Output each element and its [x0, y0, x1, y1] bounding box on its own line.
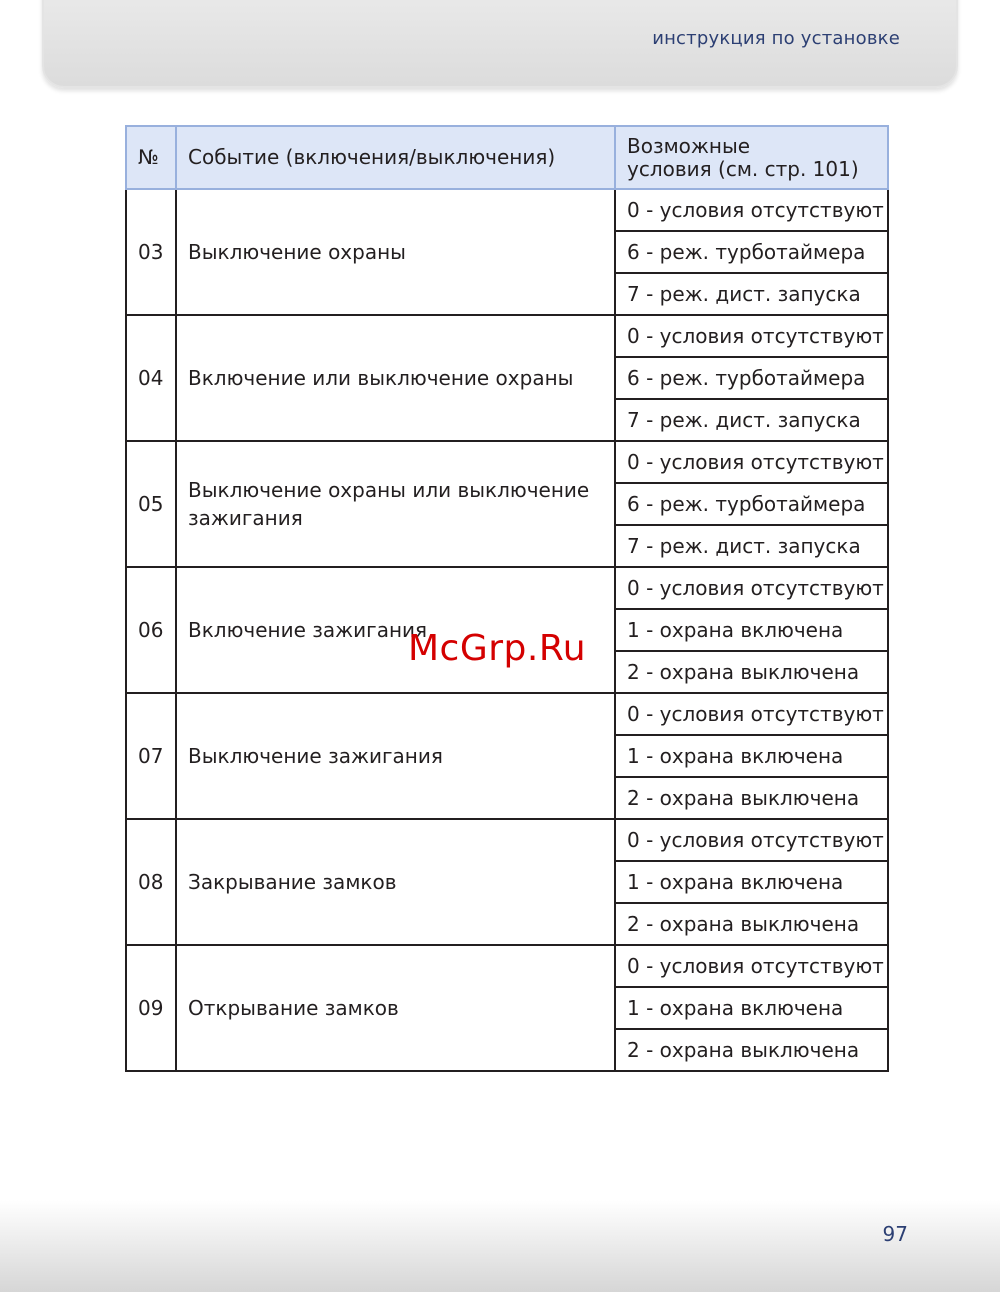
event-description: Выключение охраны или выключение зажигания	[176, 441, 615, 567]
condition-cell: 1 - охрана включена	[615, 987, 888, 1029]
event-number: 06	[126, 567, 176, 693]
condition-cell: 0 - условия отсутствуют	[615, 819, 888, 861]
event-description: Выключение охраны	[176, 189, 615, 315]
condition-cell: 7 - реж. дист. запуска	[615, 273, 888, 315]
event-description: Включение или выключение охраны	[176, 315, 615, 441]
condition-cell: 0 - условия отсутствуют	[615, 567, 888, 609]
condition-cell: 0 - условия отсутствуют	[615, 945, 888, 987]
event-description: Включение зажигания	[176, 567, 615, 693]
events-table	[125, 125, 889, 1072]
condition-cell: 2 - охрана выключена	[615, 651, 888, 693]
table-row	[126, 819, 888, 861]
condition-cell: 0 - условия отсутствуют	[615, 441, 888, 483]
page-number: 97	[882, 1222, 908, 1246]
table-row	[126, 315, 888, 357]
condition-cell: 1 - охрана включена	[615, 861, 888, 903]
table-row	[126, 441, 888, 483]
condition-cell: 1 - охрана включена	[615, 735, 888, 777]
event-number: 07	[126, 693, 176, 819]
column-header-conditions-line1: Возможные	[627, 133, 751, 158]
condition-cell: 2 - охрана выключена	[615, 903, 888, 945]
condition-cell: 7 - реж. дист. запуска	[615, 525, 888, 567]
footer-band	[0, 1200, 1000, 1292]
condition-cell: 0 - условия отсутствуют	[615, 189, 888, 231]
condition-cell: 0 - условия отсутствуют	[615, 315, 888, 357]
column-header-conditions-line2: условия (см. стр. 101)	[627, 156, 859, 181]
event-number: 03	[126, 189, 176, 315]
event-number: 05	[126, 441, 176, 567]
event-description: Закрывание замков	[176, 819, 615, 945]
condition-cell: 6 - реж. турботаймера	[615, 357, 888, 399]
table-row	[126, 567, 888, 609]
condition-cell: 2 - охрана выключена	[615, 777, 888, 819]
condition-cell: 0 - условия отсутствуют	[615, 693, 888, 735]
event-number: 04	[126, 315, 176, 441]
column-header-conditions	[615, 126, 888, 189]
condition-cell: 6 - реж. турботаймера	[615, 231, 888, 273]
table-row	[126, 189, 888, 231]
table-row	[126, 693, 888, 735]
condition-cell: 7 - реж. дист. запуска	[615, 399, 888, 441]
event-number: 08	[126, 819, 176, 945]
event-description: Открывание замков	[176, 945, 615, 1071]
condition-cell: 6 - реж. турботаймера	[615, 483, 888, 525]
table-row	[126, 945, 888, 987]
event-description: Выключение зажигания	[176, 693, 615, 819]
column-header-event: Событие (включения/выключения)	[176, 126, 615, 189]
table-header-row	[126, 126, 888, 189]
event-number: 09	[126, 945, 176, 1071]
condition-cell: 2 - охрана выключена	[615, 1029, 888, 1071]
condition-cell: 1 - охрана включена	[615, 609, 888, 651]
column-header-num: №	[126, 126, 176, 189]
watermark: McGrp.Ru	[408, 628, 587, 669]
page-header-title: инструкция по установке	[652, 28, 900, 49]
